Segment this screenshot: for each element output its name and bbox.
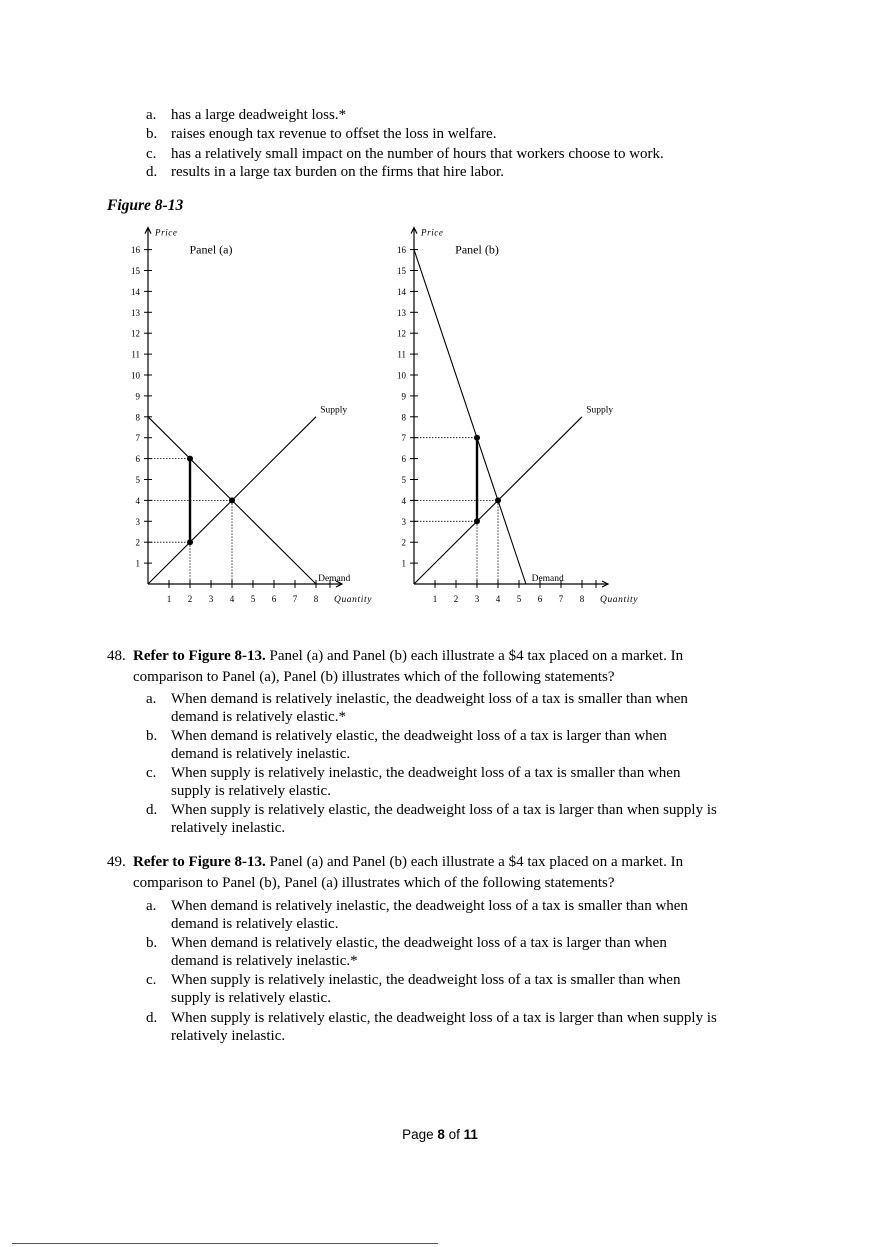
option-text-cont: demand is relatively elastic. [171,916,339,932]
x-tick-label: 7 [292,594,298,604]
option-text: has a relatively small impact on the number of hours that workers choose to work. [171,146,664,162]
y-tick-label: 13 [397,307,406,318]
supply-label: Supply [586,405,614,416]
seller-price-point [474,518,480,524]
buyer-price-point [474,435,480,441]
question-stem [107,647,684,665]
page-current: 8 [437,1127,445,1142]
option-text-cont: demand is relatively inelastic.* [171,953,358,969]
footer-middle: of [444,1127,464,1142]
x-tick-label: 4 [229,594,235,604]
y-tick-label: 16 [397,245,406,256]
seller-price-point [187,539,193,545]
option-a [146,690,688,708]
y-tick-label: 12 [131,328,140,339]
footer-prefix: Page [402,1127,438,1142]
question-stem-line1: Panel (a) and Panel (b) each illustrate a $4 tax placed on a market. In [265,854,684,870]
option-b [146,727,667,745]
y-tick-label: 15 [131,266,140,276]
demand-label: Demand [531,574,564,584]
option-d [146,801,717,819]
x-tick-label: 5 [516,594,522,604]
y-tick-label: 16 [131,245,140,256]
y-tick-label: 9 [401,391,406,402]
option-text: results in a large tax burden on the firms that hire labor. [171,164,504,180]
option-text-cont: demand is relatively inelastic. [171,746,351,762]
option-text: When supply is relatively elastic, the deadweight loss of a tax is larger than when supply is [171,802,717,818]
y-tick-label: 12 [397,328,406,339]
panel-title: Panel (b) [455,242,499,257]
bottom-rule [12,1243,438,1244]
x-tick-label: 2 [453,594,459,604]
panel-title: Panel (a) [189,242,233,257]
y-tick-label: 5 [401,475,406,485]
x-tick-label: 7 [558,594,564,604]
option-text-cont: relatively inelastic. [171,820,286,836]
option-letter: a. [146,691,157,707]
option-letter: d. [146,802,158,818]
y-tick-label: 10 [397,370,406,381]
option-c [146,764,681,782]
y-tick-label: 2 [135,537,140,548]
y-tick-label: 3 [135,516,140,527]
option-text-cont: demand is relatively elastic.* [171,709,346,725]
figure-title: Figure 8-13 [107,197,184,214]
option-text-cont: relatively inelastic. [171,1028,286,1044]
supply-label: Supply [320,405,348,416]
x-axis-label: Quantity [334,595,373,605]
option-letter: c. [146,146,157,162]
option-letter: a. [146,107,157,123]
option-b [146,934,667,952]
y-tick-label: 6 [135,454,140,465]
demand-label: Demand [318,574,351,584]
x-axis-label: Quantity [600,595,639,605]
x-tick-label: 6 [537,594,543,604]
question-ref: Refer to Figure 8-13. [133,854,266,870]
chart-panel-b [378,212,648,607]
y-tick-label: 7 [135,433,140,444]
option-text-cont: supply is relatively elastic. [171,783,331,799]
option-text: When supply is relatively elastic, the deadweight loss of a tax is larger than when supply is [171,1010,717,1026]
equilibrium-point [495,497,501,503]
option-letter: b. [146,126,158,142]
y-tick-label: 14 [131,286,140,297]
option-text: When demand is relatively elastic, the deadweight loss of a tax is larger than when [171,728,667,744]
y-tick-label: 13 [131,307,140,318]
option-a [146,106,347,124]
y-tick-label: 5 [135,475,140,485]
option-letter: b. [146,935,158,951]
y-tick-label: 4 [135,495,140,506]
y-tick-label: 11 [131,349,140,360]
option-letter: c. [146,765,157,781]
question-ref: Refer to Figure 8-13. [133,648,266,664]
option-text: When demand is relatively inelastic, the deadweight loss of a tax is smaller than when [171,691,688,707]
y-axis-label: Price [421,227,444,238]
demand-curve [414,250,526,584]
x-tick-label: 2 [187,594,193,604]
x-tick-label: 5 [250,594,256,604]
option-letter: d. [146,164,158,180]
option-text: When demand is relatively inelastic, the deadweight loss of a tax is smaller than when [171,898,688,914]
y-tick-label: 14 [397,286,406,297]
x-tick-label: 8 [313,594,319,604]
question-stem [107,853,684,871]
option-d [146,1009,717,1027]
y-tick-label: 7 [401,433,406,444]
question-stem-line2: comparison to Panel (a), Panel (b) illustrates which of the following statements? [133,669,615,685]
x-tick-label: 8 [579,594,585,604]
option-a [146,897,688,915]
page-total: 11 [463,1127,478,1142]
chart-panel-a [112,212,382,607]
y-tick-label: 9 [135,391,140,402]
option-c [146,971,681,989]
y-tick-label: 10 [131,370,140,381]
equilibrium-point [229,497,235,503]
option-text-cont: supply is relatively elastic. [171,990,331,1006]
option-letter: d. [146,1010,158,1026]
y-tick-label: 8 [401,412,406,423]
option-d [146,163,504,181]
x-tick-label: 6 [271,594,277,604]
y-tick-label: 1 [401,558,406,569]
y-tick-label: 3 [401,516,406,527]
y-axis-label: Price [155,227,178,238]
option-c [146,145,664,163]
question-number: 48. [107,648,126,664]
y-tick-label: 1 [135,558,140,569]
option-letter: c. [146,972,157,988]
question-stem-line2: comparison to Panel (b), Panel (a) illustrates which of the following statements? [133,875,615,891]
option-letter: a. [146,898,157,914]
option-text: has a large deadweight loss.* [171,107,347,123]
option-letter: b. [146,728,158,744]
y-tick-label: 15 [397,266,406,276]
y-tick-label: 11 [397,349,406,360]
question-stem-line1: Panel (a) and Panel (b) each illustrate a $4 tax placed on a market. In [265,648,684,664]
option-text: When demand is relatively elastic, the deadweight loss of a tax is larger than when [171,935,667,951]
y-tick-label: 6 [401,454,406,465]
buyer-price-point [187,456,193,462]
page-footer [0,1127,880,1142]
y-tick-label: 2 [401,537,406,548]
option-b [146,125,497,143]
x-tick-label: 3 [208,594,214,604]
x-tick-label: 1 [166,594,172,604]
x-tick-label: 1 [432,594,438,604]
option-text: When supply is relatively inelastic, the deadweight loss of a tax is smaller than when [171,972,681,988]
x-tick-label: 4 [495,594,501,604]
option-text: When supply is relatively inelastic, the deadweight loss of a tax is smaller than when [171,765,681,781]
x-tick-label: 3 [474,594,480,604]
question-number: 49. [107,854,126,870]
option-text: raises enough tax revenue to offset the loss in welfare. [171,126,497,142]
y-tick-label: 4 [401,495,406,506]
y-tick-label: 8 [135,412,140,423]
